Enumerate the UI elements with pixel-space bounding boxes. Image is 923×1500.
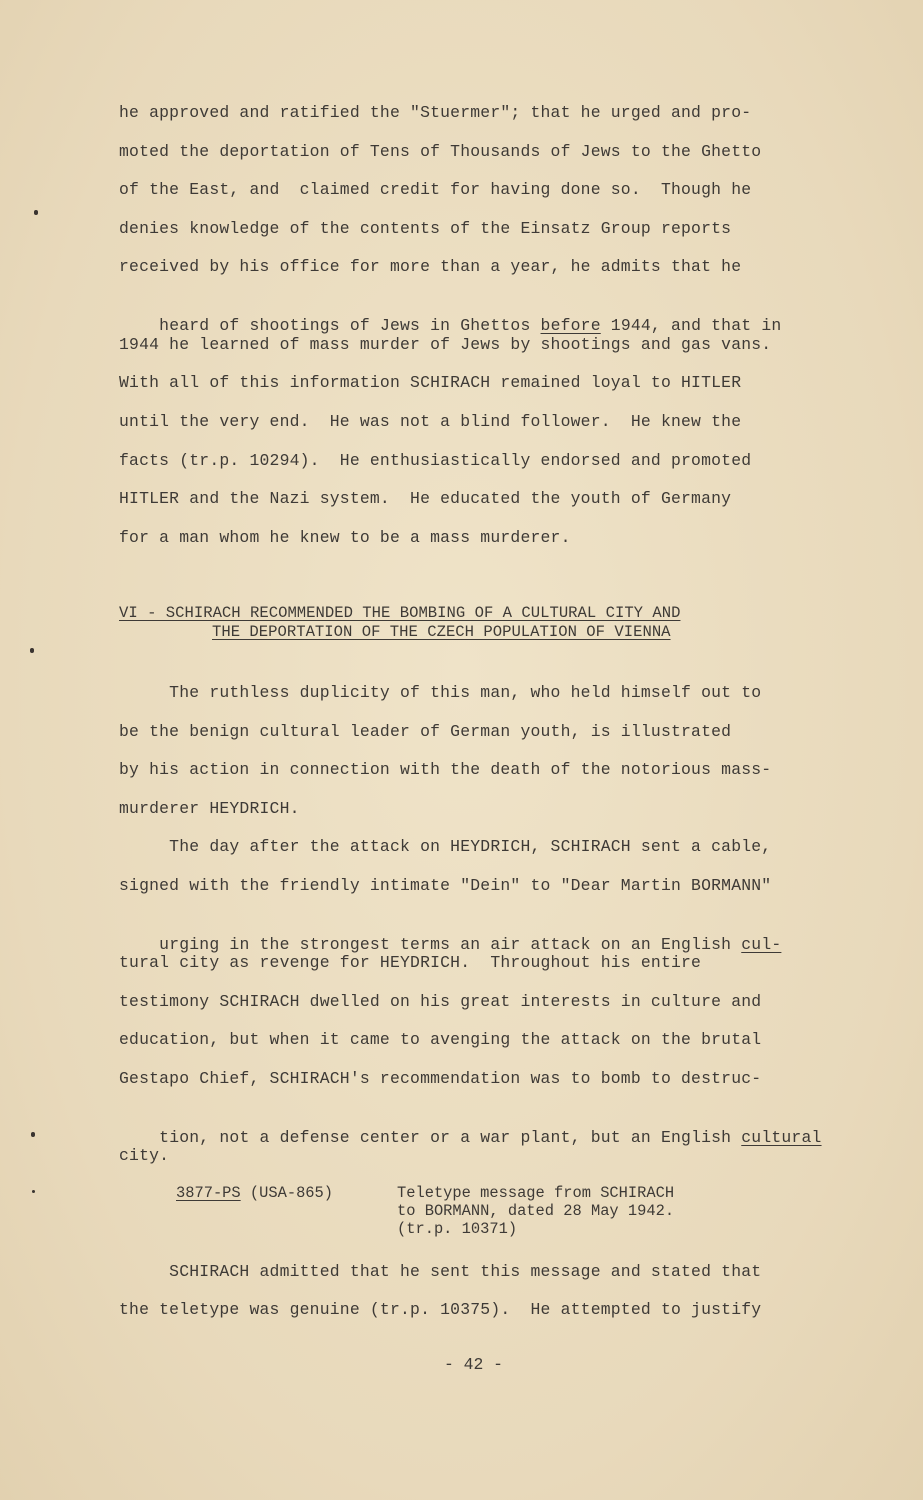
text-line: murderer HEYDRICH. bbox=[119, 799, 300, 818]
exhibit-reference bbox=[176, 1185, 333, 1201]
text-line: moted the deportation of Tens of Thousands of Jews to the Ghetto bbox=[119, 142, 762, 161]
text-line: of the East, and claimed credit for having done so. Though he bbox=[119, 180, 752, 199]
text-line: The ruthless duplicity of this man, who held himself out to bbox=[119, 683, 762, 702]
text-line bbox=[119, 1108, 822, 1168]
margin-speck bbox=[34, 210, 38, 215]
text-line: city. bbox=[119, 1146, 170, 1165]
text-line: facts (tr.p. 10294). He enthusiastically endorsed and promoted bbox=[119, 451, 752, 470]
text-line: 1944 he learned of mass murder of Jews by shootings and gas vans. bbox=[119, 335, 772, 354]
margin-speck bbox=[32, 1190, 35, 1193]
text-line: signed with the friendly intimate "Dein" to "Dear Martin BORMANN" bbox=[119, 876, 772, 895]
text-span: heard of shootings of Jews in Ghettos bbox=[159, 316, 541, 335]
text-line: be the benign cultural leader of German youth, is illustrated bbox=[119, 722, 732, 741]
section-heading: THE DEPORTATION OF THE CZECH POPULATION OF VIENNA bbox=[212, 623, 671, 641]
text-line: HITLER and the Nazi system. He educated the youth of Germany bbox=[119, 489, 732, 508]
exhibit-doc-id: 3877-PS bbox=[176, 1184, 241, 1202]
underlined-word: cultural bbox=[741, 1128, 822, 1147]
exhibit-description: to BORMANN, dated 28 May 1942. bbox=[397, 1202, 675, 1220]
underlined-word: before bbox=[540, 316, 601, 335]
exhibit-usa-ref: (USA-865) bbox=[240, 1184, 334, 1202]
text-line: education, but when it came to avenging the attack on the brutal bbox=[119, 1030, 762, 1049]
text-line: the teletype was genuine (tr.p. 10375). He attempted to justify bbox=[119, 1300, 762, 1319]
text-line: by his action in connection with the death of the notorious mass- bbox=[119, 760, 772, 779]
text-line: until the very end. He was not a blind follower. He knew the bbox=[119, 412, 742, 431]
text-line: received by his office for more than a year, he admits that he bbox=[119, 257, 742, 276]
text-line: for a man whom he knew to be a mass murderer. bbox=[119, 528, 571, 547]
text-span: tion, not a defense center or a war plant, but an English bbox=[159, 1128, 742, 1147]
page-number: - 42 - bbox=[444, 1355, 504, 1374]
text-span: urging in the strongest terms an air attack on an English bbox=[159, 935, 742, 954]
text-line: he approved and ratified the "Stuermer"; that he urged and pro- bbox=[119, 103, 752, 122]
exhibit-description: (tr.p. 10371) bbox=[397, 1220, 518, 1238]
text-line: SCHIRACH admitted that he sent this message and stated that bbox=[119, 1262, 762, 1281]
underlined-word: cul- bbox=[741, 935, 782, 954]
text-line: denies knowledge of the contents of the Einsatz Group reports bbox=[119, 219, 732, 238]
exhibit-description: Teletype message from SCHIRACH bbox=[397, 1184, 675, 1202]
margin-speck bbox=[31, 1132, 35, 1137]
margin-speck bbox=[30, 648, 34, 653]
text-line: testimony SCHIRACH dwelled on his great interests in culture and bbox=[119, 992, 762, 1011]
section-heading: VI - SCHIRACH RECOMMENDED THE BOMBING OF A CULTURAL CITY AND bbox=[119, 604, 681, 622]
text-span: 1944, and that in bbox=[600, 316, 782, 335]
text-line: The day after the attack on HEYDRICH, SCHIRACH sent a cable, bbox=[119, 837, 772, 856]
text-line: Gestapo Chief, SCHIRACH's recommendation was to bomb to destruc- bbox=[119, 1069, 762, 1088]
text-line: With all of this information SCHIRACH remained loyal to HITLER bbox=[119, 373, 742, 392]
text-line: tural city as revenge for HEYDRICH. Throughout his entire bbox=[119, 953, 702, 972]
